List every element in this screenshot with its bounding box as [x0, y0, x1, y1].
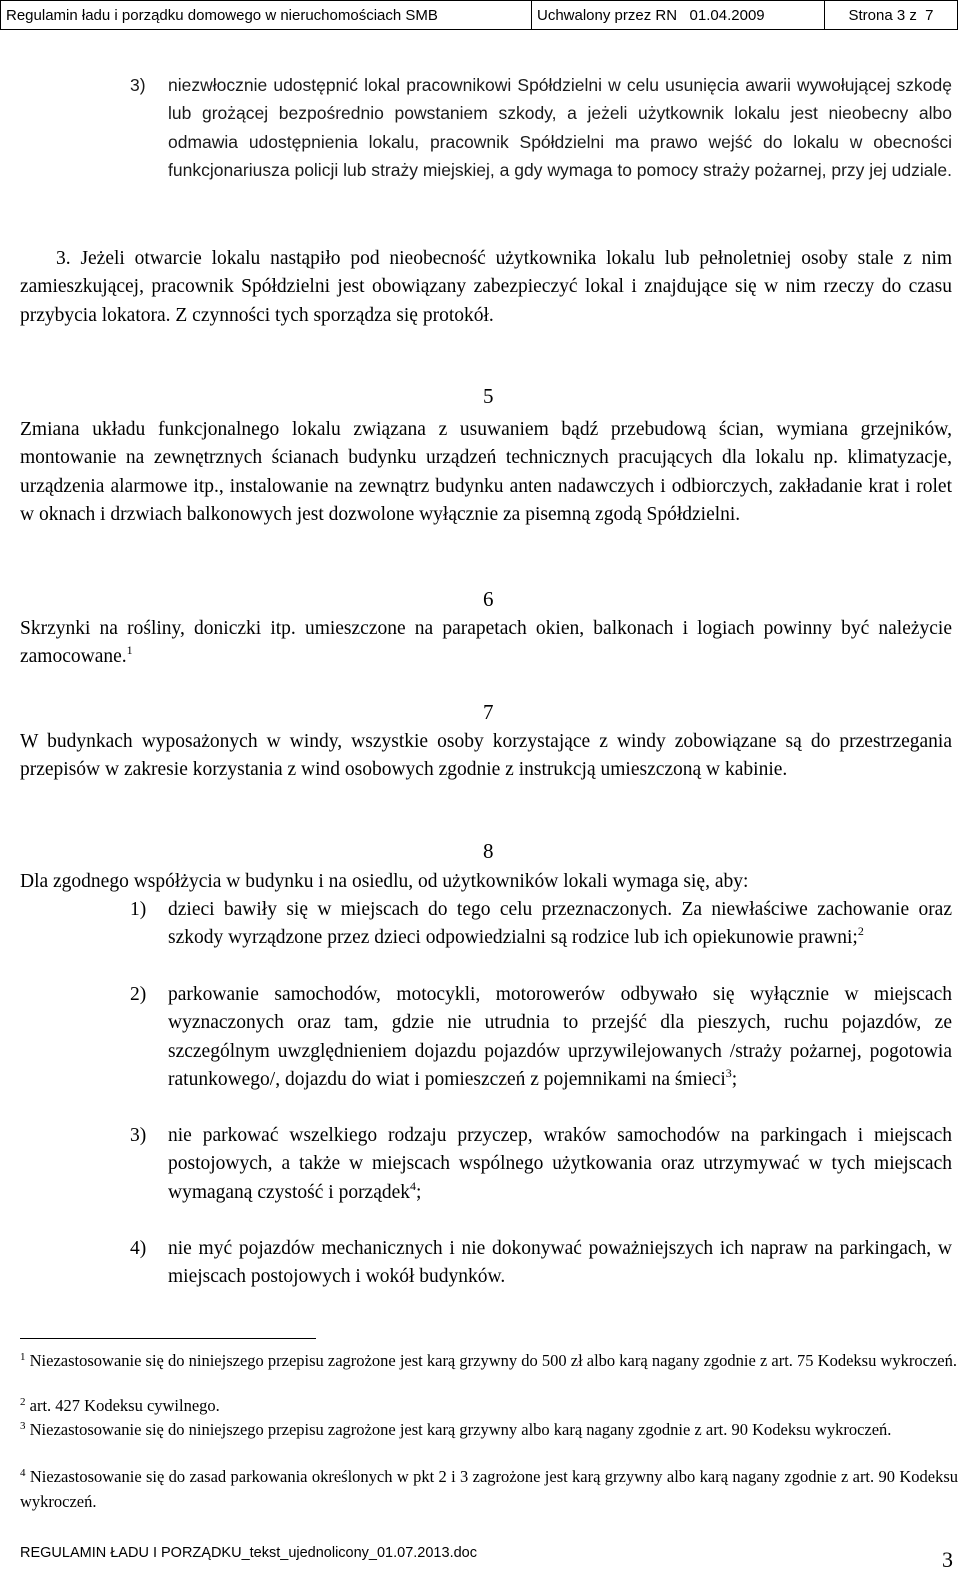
list-item-number: 1)	[130, 899, 147, 920]
list-item-body	[168, 981, 952, 1095]
list-item-text: dzieci bawiły się w miejscach do tego celu przeznaczonych. Za niewłaściwe zachowanie oraz szkody wyrządzone przez dzieci odpowiedzialni są rodzice lub ich opiekunowie prawni;	[168, 899, 952, 949]
header-page-indicator: Strona 3 z 7	[848, 6, 934, 24]
footnote-text: Niezastosowanie się do zasad parkowania określonych w pkt 2 i 3 zagrożone jest karą grzywny albo karą nagany zgodnie z art. 90 Kodeksu wykroczeń.	[20, 1467, 959, 1511]
point-3-text: niezwłocznie udostępnić lokal pracownikowi Spółdzielni w celu usunięcia awarii wywołującej szkodę lub grożącej bezpośrednio powstaniem szkody, a jeżeli użytkownik lokalu jest nieobecny albo odmawia udostępnienia lokalu, pracownik Spółdzielni ma prawo wejść do lokalu w obecności funkcjonariusza policji lub straży miejskiej, a gdy wymaga to pomocy straży pożarnej, przy jej udziale.	[168, 75, 952, 180]
footnote-separator	[20, 1338, 316, 1339]
footnote-ref-1: 1	[126, 643, 133, 658]
footnote-text: Niezastosowanie się do niniejszego przepisu zagrożone jest karą grzywny do 500 zł albo karą nagany zgodnie z art. 75 Kodeksu wykroczeń.	[29, 1351, 957, 1370]
paragraph-3	[20, 245, 952, 330]
footnote-3	[20, 1419, 958, 1444]
list-item-text: parkowanie samochodów, motocykli, motorowerów odbywało się wyłącznie w miejscach wyznaczonych oraz tam, gdzie nie utrudnia to przejść dla pieszych, ruchu pojazdów, ze szczególnym uwzględnieniem dojazdu pojazdów uprzywilejowanych /straży pożarnej, pogotowia ratunkowego/, dojazdu do wiat i pomieszczeń z pojemnikami na śmieci	[168, 984, 952, 1090]
list-item	[130, 896, 952, 954]
list-item-text: nie parkować wszelkiego rodzaju przyczep, wraków samochodów na parkingach i miejscach postojowych, a także w miejscach wspólnego użytkowania oraz utrzymywać w tych miejscach wymaganą czystość i porządek	[168, 1125, 952, 1203]
footnote-ref-2: 2	[857, 924, 864, 939]
paragraph-3-text: Jeżeli otwarcie lokalu nastąpiło pod nieobecność użytkownika lokalu lub pełnoletniej osoby stale z nim zamieszkującej, pracownik Spółdzielni jest obowiązany zabezpieczyć lokal i znajdujące się w nim rzeczy do czasu przybycia lokatora. Z czynności tych sporządza się protokół.	[20, 248, 952, 326]
section-6-paragraph	[20, 615, 952, 673]
point-3	[130, 71, 952, 184]
footnote-text: Niezastosowanie się do niniejszego przepisu zagrożone jest karą grzywny albo karą nagany zgodnie z art. 90 Kodeksu wykroczeń.	[29, 1420, 892, 1439]
list-item-body	[168, 1122, 952, 1208]
paragraph-3-number: 3.	[56, 248, 71, 269]
section-5-number: 5	[483, 384, 494, 408]
footnote-number: 1	[20, 1351, 26, 1363]
section-8-intro: Dla zgodnego współżycia w budynku i na osiedlu, od użytkowników lokali wymaga się, aby:	[20, 871, 749, 892]
section-8-heading	[473, 839, 494, 864]
footnote-ref-4: 4	[410, 1178, 417, 1193]
list-item-number: 4)	[130, 1238, 147, 1259]
footnote-ref-3: 3	[725, 1065, 732, 1080]
footnote-text: art. 427 Kodeksu cywilnego.	[29, 1396, 220, 1415]
header-title: Regulamin ładu i porządku domowego w nieruchomościach SMB	[1, 1, 532, 29]
list-item-body	[168, 896, 952, 954]
list-item-number: 2)	[130, 984, 147, 1005]
header-approval-date: Uchwalony przez RN 01.04.2009	[532, 1, 825, 29]
footnote-number: 3	[20, 1420, 26, 1432]
footnote-number: 4	[20, 1467, 26, 1479]
footnote-1	[20, 1350, 958, 1375]
section-5-text: Zmiana układu funkcjonalnego lokalu związana z usuwaniem bądź przebudową ścian, wymiana grzejników, montowanie na zewnętrznych ścianach budynku urządzeń technicznych pracujących dla lokalu np. klimatyzacje, urządzenia alarmowe itp., instalowanie na zewnątrz budynku anten nadawczych i odbiorczych, zakładanie krat i rolet w oknach i drzwiach balkonowych jest dozwolone wyłącznie za pisemną zgodą Spółdzielni.	[20, 419, 952, 525]
list-item-tail: ;	[731, 1068, 738, 1090]
footer-page-number: 3	[942, 1547, 953, 1572]
list-item	[130, 1122, 952, 1208]
footnote-number: 2	[20, 1396, 26, 1408]
section-6-heading	[473, 587, 494, 612]
list-item-text: nie myć pojazdów mechanicznych i nie dokonywać poważniejszych ich napraw na parkingach, w miejscach postojowych i wokół budynków.	[168, 1238, 952, 1288]
list-item-number: 3)	[130, 1125, 147, 1146]
list-item-tail: ;	[416, 1181, 422, 1203]
section-6-number: 6	[483, 587, 494, 611]
section-7-heading	[473, 700, 494, 725]
section-6-text: Skrzynki na rośliny, doniczki itp. umieszczone na parapetach okien, balkonach i logiach powinny być należycie zamocowane.	[20, 618, 952, 668]
section-8-number: 8	[483, 839, 494, 863]
list-item	[130, 981, 952, 1095]
section-7-number: 7	[483, 700, 494, 724]
point-3-number: 3)	[130, 75, 146, 95]
list-item	[130, 1235, 952, 1292]
footer-filename: REGULAMIN ŁADU I PORZĄDKU_tekst_ujednolicony_01.07.2013.doc	[20, 1545, 477, 1561]
footnote-2	[20, 1395, 958, 1420]
page-header	[0, 0, 958, 30]
section-5-heading	[473, 384, 494, 409]
footnote-4	[20, 1466, 958, 1513]
section-7-text: W budynkach wyposażonych w windy, wszystkie osoby korzystające z windy zobowiązane są do przestrzegania przepisów w zakresie korzystania z wind osobowych zgodnie z instrukcją umieszczoną w kabinie.	[20, 731, 952, 781]
